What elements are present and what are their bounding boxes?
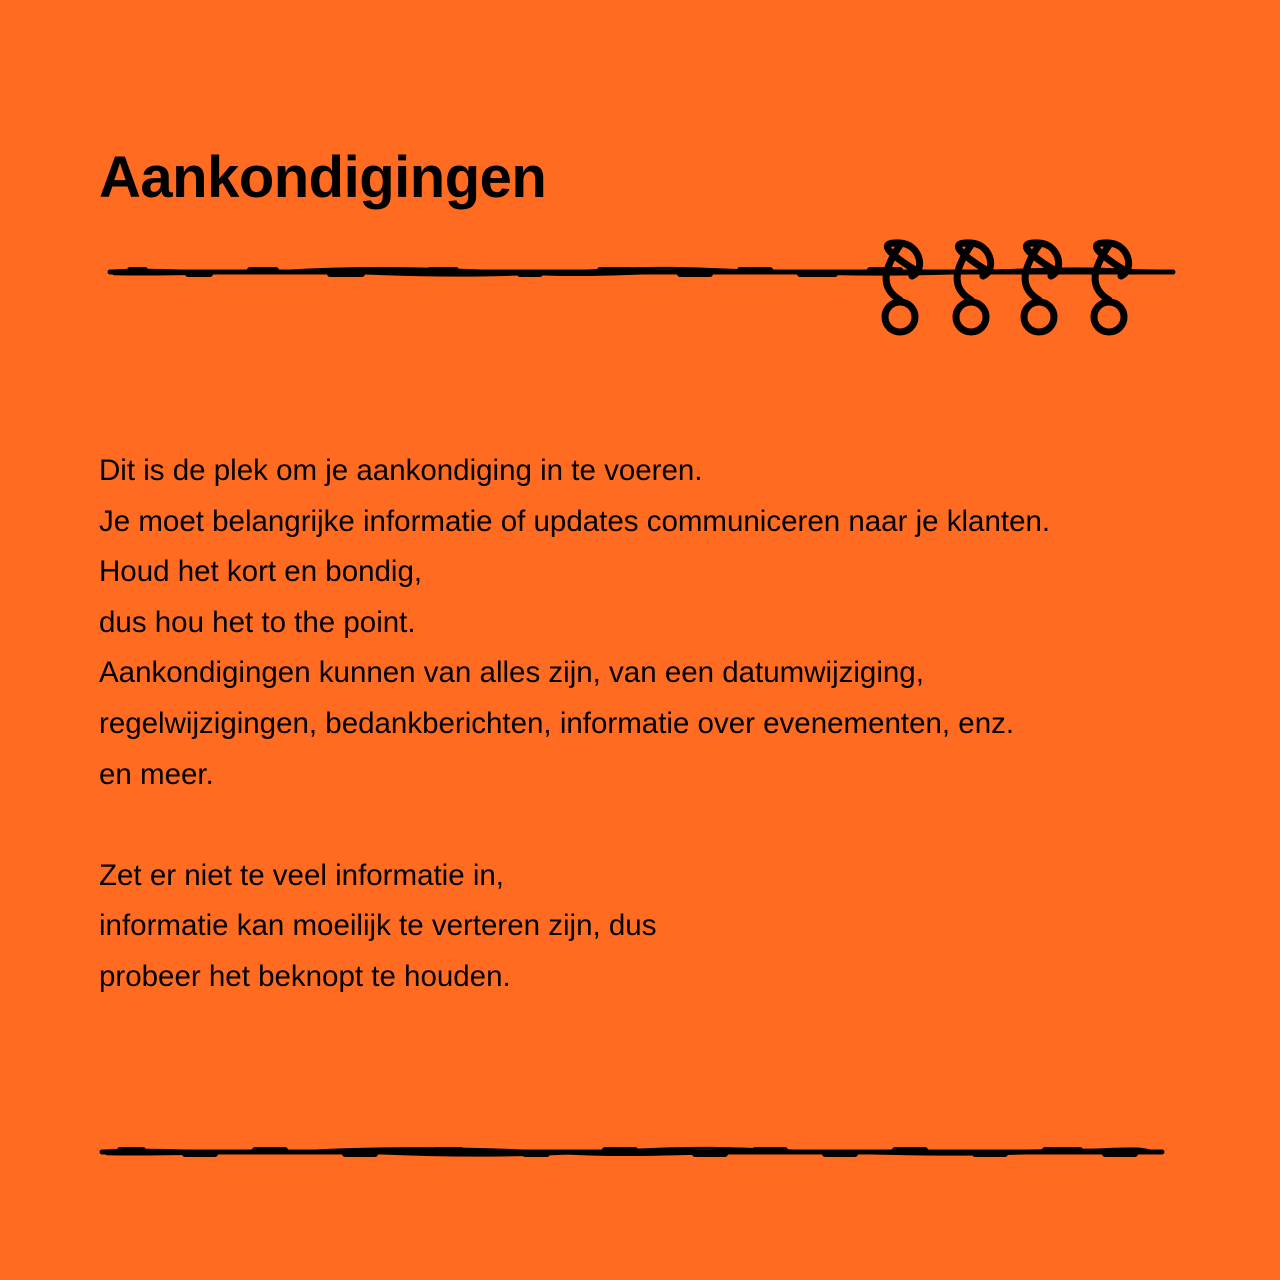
paragraph-gap <box>99 800 1199 851</box>
body-line: en meer. <box>99 757 214 791</box>
body-line: Dit is de plek om je aankondiging in te voeren. <box>99 454 703 487</box>
top-divider-with-rings <box>100 230 1185 345</box>
body-line: Je moet belangrijke informatie of updates communiceren naar je klanten. <box>99 504 1051 538</box>
spiral-binding-rings-icon <box>885 243 1129 332</box>
body-line: Houd het kort en bondig, <box>99 555 423 589</box>
body-line: Aankondigingen kunnen van alles zijn, van een datumwijziging, <box>99 656 924 690</box>
hand-drawn-line-icon <box>102 1148 1162 1155</box>
body-line: dus hou het to the point. <box>99 605 416 639</box>
page-title: Aankondigingen <box>99 145 547 210</box>
body-line: probeer het beknopt te houden. <box>99 959 511 993</box>
bottom-divider <box>95 1140 1170 1164</box>
body-line: Zet er niet te veel informatie in, <box>99 858 504 892</box>
hand-drawn-line-icon <box>110 268 1173 275</box>
body-line: regelwijzigingen, bedankberichten, informatie over evenementen, enz. <box>99 706 1015 740</box>
body-line: informatie kan moeilijk te verteren zijn, dus <box>99 909 657 943</box>
announcement-body <box>99 446 1199 1003</box>
